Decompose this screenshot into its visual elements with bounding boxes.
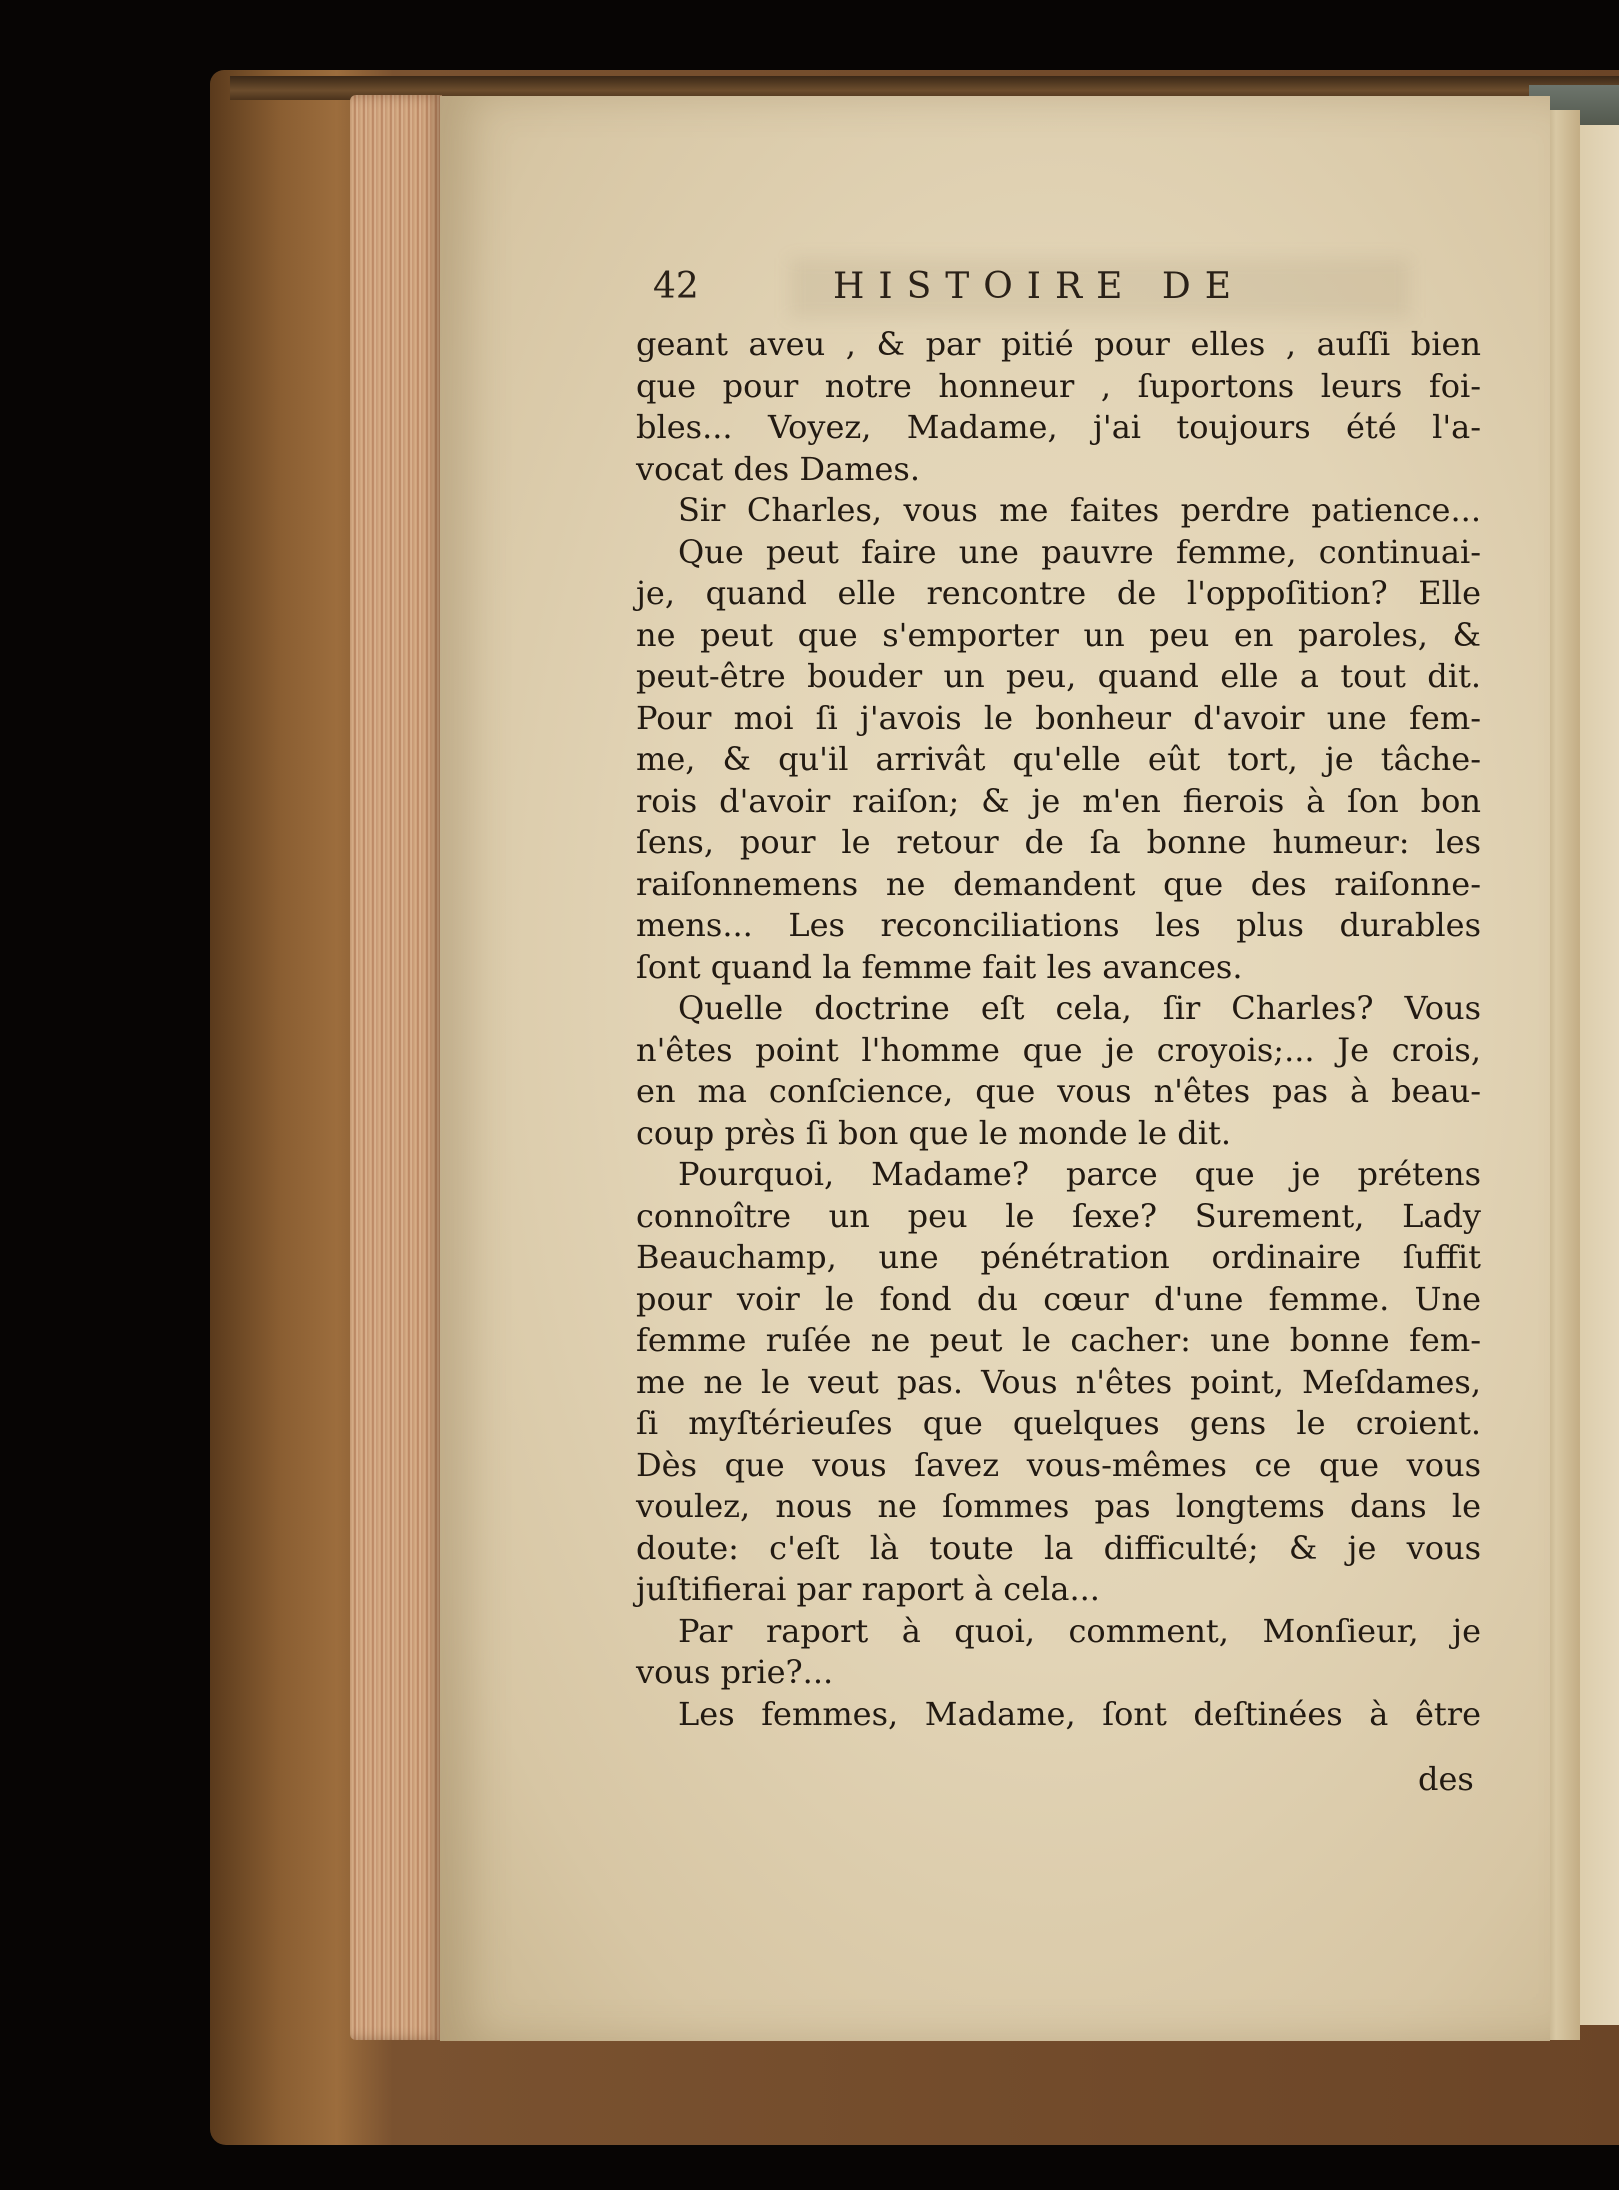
text-line: juſtifierai par raport à cela...: [636, 1570, 1100, 1608]
text-line: rois d'avoir raiſon; & je m'en fierois à ſon bon: [636, 781, 1481, 820]
text-line: Les femmes, Madame, ſont deſtinées à être: [678, 1694, 1481, 1733]
text-line: pour voir le fond du cœur d'une femme. Une: [636, 1279, 1481, 1318]
text-line: me, & qu'il arrivât qu'elle eût tort, je tâche-: [636, 740, 1481, 778]
text-line: ſi myſtérieuſes que quelques gens le croient.: [636, 1404, 1481, 1442]
text-line: Sir Charles, vous me faites perdre patience...: [678, 491, 1481, 529]
text-line: ne peut que s'emporter un peu en paroles, &: [636, 615, 1481, 654]
catchword: des: [1418, 1760, 1474, 1798]
body-text: [636, 324, 1481, 1735]
text-line: me ne le veut pas. Vous n'êtes point, Meſdames,: [636, 1362, 1481, 1401]
text-line: Par raport à quoi, comment, Monſieur, je: [678, 1611, 1481, 1650]
text-line: coup près ſi bon que le monde le dit.: [636, 1113, 1231, 1152]
text-line: voulez, nous ne ſommes pas longtems dans le: [636, 1487, 1481, 1525]
text-line: connoître un peu le ſexe? Surement, Lady: [636, 1196, 1481, 1235]
text-line: raiſonnemens ne demandent que des raiſonne-: [636, 864, 1481, 903]
text-line: Quelle doctrine eſt cela, ſir Charles? Vous: [678, 989, 1481, 1027]
text-line: vocat des Dames.: [636, 449, 920, 488]
page-block-edges: [350, 95, 442, 2040]
text-line: doute: c'eſt là toute la difficulté; & je vous: [636, 1528, 1481, 1567]
text-line: peut-être bouder un peu, quand elle a tout dit.: [636, 657, 1481, 695]
text-line: ſens, pour le retour de ſa bonne humeur: les: [636, 823, 1481, 861]
running-head: [653, 266, 1533, 326]
text-line: femme ruſée ne peut le cacher: une bonne fem-: [636, 1321, 1481, 1359]
text-line: Beauchamp, une pénétration ordinaire ſuffit: [636, 1238, 1481, 1276]
text-line: Pour moi ſi j'avois le bonheur d'avoir une fem-: [636, 698, 1481, 737]
page-number: 42: [653, 266, 699, 307]
text-line: Dès que vous ſavez vous-mêmes ce que vous: [636, 1445, 1481, 1484]
text-line: vous prie?...: [636, 1653, 834, 1691]
text-line: je, quand elle rencontre de l'oppoſition? Elle: [636, 574, 1481, 612]
text-line: mens... Les reconciliations les plus durables: [636, 906, 1481, 944]
text-line: Que peut faire une pauvre femme, continuai-: [678, 532, 1481, 571]
text-line: n'êtes point l'homme que je croyois;... Je crois,: [636, 1030, 1481, 1069]
text-line: Pourquoi, Madame? parce que je prétens: [678, 1155, 1481, 1193]
text-line: geant aveu , & par pitié pour elles , auſſi bien: [636, 325, 1481, 363]
text-line: en ma conſcience, que vous n'êtes pas à beau-: [636, 1072, 1481, 1110]
running-title: HISTOIRE DE: [833, 266, 1245, 307]
text-line: que pour notre honneur , ſuportons leurs foi-: [636, 366, 1481, 405]
text-line: ſont quand la femme fait les avances.: [636, 947, 1243, 986]
text-line: bles... Voyez, Madame, j'ai toujours été l'a-: [636, 408, 1481, 446]
